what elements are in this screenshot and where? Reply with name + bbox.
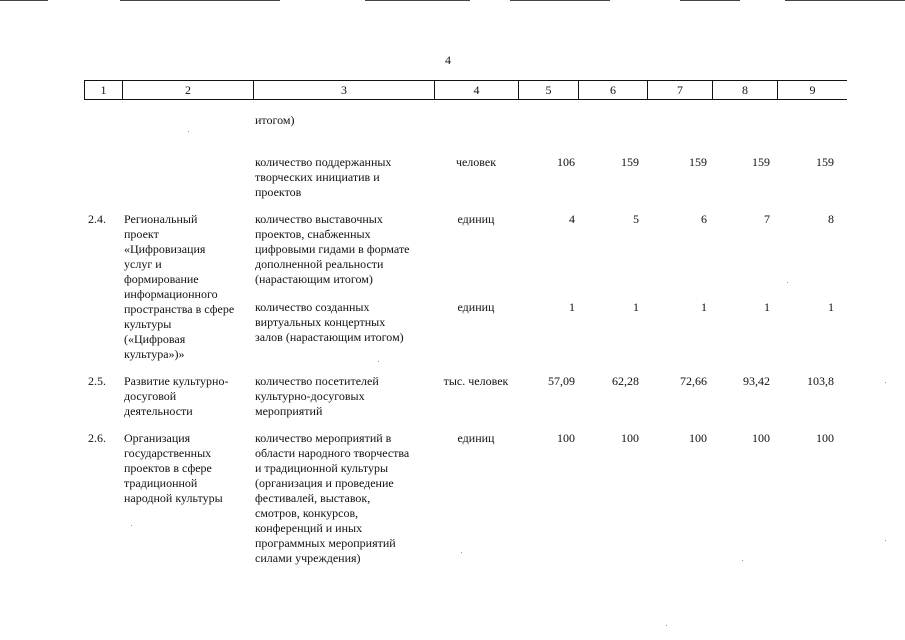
value-cell: 8	[828, 212, 834, 226]
header-cell: 1	[85, 81, 123, 99]
item-name: Развитие культурно- досуговой деятельности	[124, 374, 229, 418]
value-cell: 159	[752, 155, 770, 169]
value-cell: 1	[764, 300, 770, 314]
value-cell: 1	[569, 300, 575, 314]
value-cell: 100	[752, 431, 770, 445]
value-cell: 159	[816, 155, 834, 169]
header-cell: 8	[713, 81, 778, 99]
item-name: Региональный проект «Цифровизация услуг и формирование информационного пространства в сфере культуры («Цифровая культура»)»	[124, 212, 235, 361]
value-cell: 159	[621, 155, 639, 169]
indicator-text: количество поддержанных творческих инициатив и проектов	[255, 155, 392, 199]
value-cell: 100	[621, 431, 639, 445]
value-cell: 1	[701, 300, 707, 314]
scan-speck	[742, 560, 743, 561]
value-cell: 6	[701, 212, 707, 226]
item-name: Организация государственных проектов в сфере традиционной народной культуры	[124, 431, 223, 505]
scan-edge-line	[680, 0, 740, 1]
header-cell: 5	[519, 81, 579, 99]
page-number: 4	[445, 53, 451, 67]
unit-text: человек	[455, 155, 497, 169]
value-cell: 57,09	[548, 374, 575, 388]
value-cell: 106	[557, 155, 575, 169]
scan-edge-line	[510, 0, 610, 1]
value-cell: 1	[633, 300, 639, 314]
value-cell: 159	[689, 155, 707, 169]
indicator-text: количество посетителей культурно-досуговых мероприятий	[255, 374, 379, 418]
header-cell: 4	[435, 81, 519, 99]
continuation-text: итогом)	[255, 113, 295, 127]
value-cell: 62,28	[612, 374, 639, 388]
scan-edge-line	[785, 0, 905, 1]
row-code: 2.4.	[88, 212, 106, 226]
value-cell: 93,42	[743, 374, 770, 388]
unit-text: единиц	[457, 212, 495, 226]
scan-speck	[666, 625, 667, 626]
indicator-text: количество мероприятий в области народного творчества и традиционной культуры (организация и проведение фестивалей, выставок, смотров, конкурсов, конференций и иных программных мероприятий силами учреждения)	[255, 431, 410, 565]
value-cell: 5	[633, 212, 639, 226]
indicator-text: количество созданных виртуальных концертных залов (нарастающим итогом)	[255, 300, 404, 344]
value-cell: 4	[569, 212, 575, 226]
value-cell: 100	[557, 431, 575, 445]
row-code: 2.6.	[88, 431, 106, 445]
value-cell: 7	[764, 212, 770, 226]
unit-text: единиц	[457, 431, 495, 445]
row-code: 2.5.	[88, 374, 106, 388]
value-cell: 72,66	[680, 374, 707, 388]
scan-speck	[378, 361, 379, 362]
value-cell: 100	[816, 431, 834, 445]
scan-speck	[885, 540, 886, 541]
header-cell: 7	[648, 81, 713, 99]
scan-speck	[131, 525, 132, 526]
scan-edge-line	[120, 0, 280, 1]
value-cell: 103,8	[807, 374, 834, 388]
scan-speck	[787, 282, 788, 283]
scan-edge-line	[365, 0, 470, 1]
table-header-row	[84, 80, 847, 100]
header-cell: 2	[123, 81, 254, 99]
unit-text: единиц	[457, 300, 495, 314]
value-cell: 100	[689, 431, 707, 445]
value-cell: 1	[828, 300, 834, 314]
header-cell: 3	[254, 81, 435, 99]
scan-speck	[885, 382, 886, 383]
scan-speck	[188, 131, 189, 132]
header-cell: 6	[579, 81, 648, 99]
unit-text: тыс. человек	[443, 374, 509, 388]
header-cell: 9	[809, 83, 816, 97]
scan-edge-line	[0, 0, 48, 1]
scan-speck	[461, 552, 462, 553]
indicator-text: количество выставочных проектов, снабженных цифровыми гидами в формате дополненной реальности (нарастающим итогом)	[255, 212, 410, 286]
